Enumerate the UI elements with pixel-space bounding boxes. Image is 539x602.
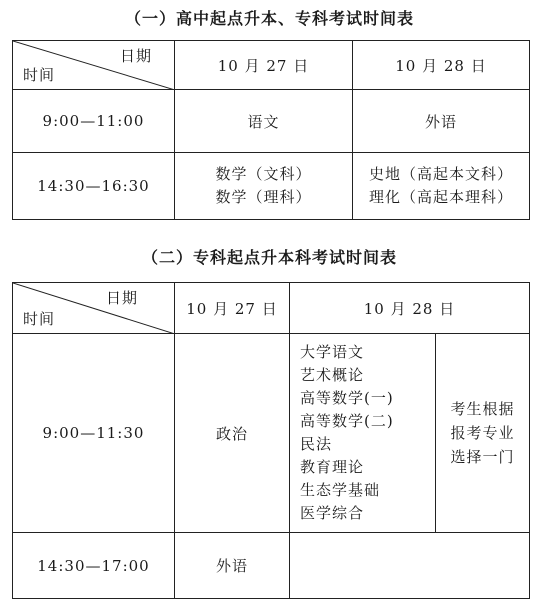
table2-header-row [13, 283, 530, 334]
table-row [13, 334, 530, 533]
table1-header-row [13, 41, 530, 90]
subject-cell [175, 153, 353, 220]
list-item: 教育理论 [300, 458, 365, 476]
subject-cell: 语文 [175, 90, 353, 153]
table-row [13, 533, 530, 599]
subject-line: 数学（文科） [215, 165, 312, 183]
selection-note-cell [436, 334, 530, 533]
note-line: 报考专业 [450, 424, 515, 442]
subject-line: 史地（高起本文科） [368, 165, 513, 183]
exam-schedule-table-2 [12, 282, 530, 599]
time-header-label: 时间 [23, 310, 56, 328]
time-cell: 14:30—16:30 [13, 153, 175, 220]
list-item: 医学综合 [300, 504, 365, 522]
subject-cell: 外语 [353, 90, 530, 153]
table1-title: （一）高中起点升本、专科考试时间表 [124, 9, 414, 28]
date-header-label: 日期 [119, 47, 152, 65]
list-item: 大学语文 [300, 343, 365, 361]
exam-schedule-table-1 [12, 40, 530, 220]
time-cell: 9:00—11:00 [13, 90, 175, 153]
time-cell: 9:00—11:30 [13, 334, 175, 533]
table-row [13, 153, 530, 220]
table2-title: （二）专科起点升本科考试时间表 [141, 248, 397, 267]
list-item: 高等数学(二) [300, 412, 394, 430]
subject-line: 数学（理科） [215, 188, 312, 206]
subject-list-cell [290, 334, 436, 533]
table1-corner-cell [13, 41, 175, 90]
date-header-label: 日期 [105, 289, 138, 307]
table2-corner-cell [13, 283, 175, 334]
table-row [13, 90, 530, 153]
empty-cell [290, 533, 530, 599]
table2-day2-header: 10 月 28 日 [290, 283, 530, 334]
time-header-label: 时间 [23, 66, 56, 84]
table1-day1-header: 10 月 27 日 [175, 41, 353, 90]
note-line: 考生根据 [450, 400, 515, 418]
subject-cell: 政治 [175, 334, 290, 533]
list-item: 艺术概论 [300, 366, 365, 384]
subject-line: 理化（高起本理科） [368, 188, 513, 206]
subject-cell: 外语 [175, 533, 290, 599]
table1-day2-header: 10 月 28 日 [353, 41, 530, 90]
table2-day1-header: 10 月 27 日 [175, 283, 290, 334]
subject-cell [353, 153, 530, 220]
time-cell: 14:30—17:00 [13, 533, 175, 599]
list-item: 高等数学(一) [300, 389, 394, 407]
list-item: 生态学基础 [300, 481, 381, 499]
list-item: 民法 [300, 435, 333, 453]
note-line: 选择一门 [450, 448, 515, 466]
